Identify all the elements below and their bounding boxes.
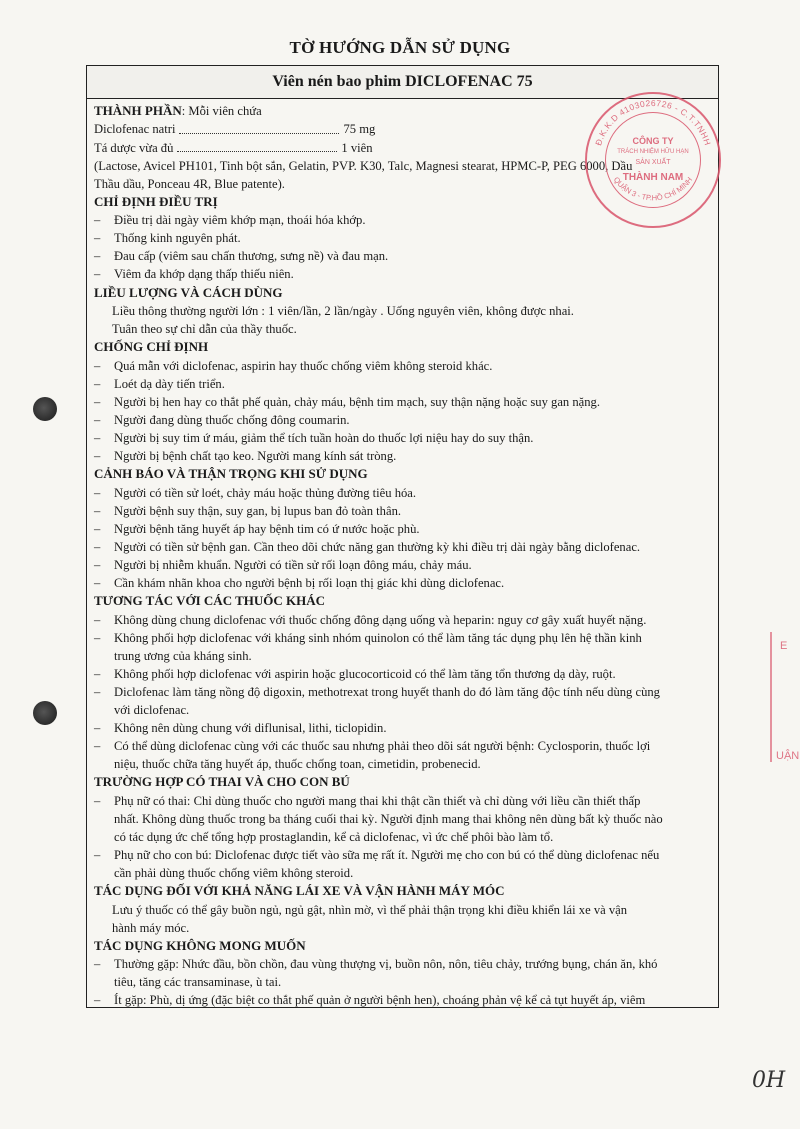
bullet-dash: – [94, 267, 101, 282]
bullet-dash: – [94, 630, 101, 645]
warning-item-text: Người có tiền sử loét, chảy máu hoặc thủng đường tiêu hóa. [114, 485, 417, 500]
text-line: tiêu, tăng các transaminase, ù tai. [114, 975, 282, 990]
bullet-dash: – [94, 394, 101, 409]
text-line: Không phối hợp diclofenac với kháng sinh nhóm quinolon có thể làm tăng tác dụng phụ lên hệ thần kinh [114, 630, 642, 645]
interaction-item [94, 611, 712, 629]
product-title: Viên nén bao phim DICLOFENAC 75 [87, 66, 718, 99]
contraindication-item-text: Người bị hen hay co thắt phế quản, chảy máu, bệnh tim mạch, suy thận nặng hoặc suy gan nặng. [114, 394, 600, 409]
warning-item-text: Người bệnh suy thận, suy gan, bị lupus ban đỏ toàn thân. [114, 503, 402, 518]
warning-item-text: Người bị nhiễm khuẩn. Người có tiền sử rối loạn đông máu, chảy máu. [114, 557, 472, 572]
warning-item-text: Người bệnh tăng huyết áp hay bệnh tim có ứ nước hoặc phù. [114, 521, 420, 536]
bullet-dash: – [94, 213, 101, 228]
contraindication-item [94, 447, 712, 465]
text-line: với diclofenac. [114, 702, 190, 717]
indication-item-text: Điều trị dài ngày viêm khớp mạn, thoái hóa khớp. [114, 213, 366, 228]
driving-text: Lưu ý thuốc có thể gây buồn ngủ, ngủ gật, nhìn mờ, vì thế phải thận trọng khi điều khiển lái xe và vận [112, 902, 628, 917]
interaction-item [94, 629, 712, 665]
composition-item-name: Tá dược vừa đủ [94, 140, 174, 155]
dot-leader [179, 133, 339, 134]
indications-heading: CHỈ ĐỊNH ĐIỀU TRỊ [94, 193, 218, 209]
bullet-dash: – [94, 993, 101, 1008]
contraindication-item [94, 411, 712, 429]
warning-item [94, 574, 712, 592]
interactions-heading: TƯƠNG TÁC VỚI CÁC THUỐC KHÁC [94, 593, 326, 609]
text-line: Phụ nữ cho con bú: Diclofenac được tiết vào sữa mẹ rất ít. Người mẹ cho con bú có thể dùng diclofenac nếu [114, 848, 660, 863]
indication-item [94, 247, 712, 265]
stamp-line: TRÁCH NHIỆM HỮU HẠN [617, 149, 689, 155]
bullet-dash: – [94, 358, 101, 373]
indication-item-text: Viêm đa khớp dạng thấp thiếu niên. [114, 267, 294, 282]
composition-item-amount: 75 mg [343, 122, 376, 137]
dosage-text: Liều thông thường người lớn : 1 viên/lần, 2 lần/ngày . Uống nguyên viên, không được nhai. [112, 303, 574, 318]
contraindications-list [94, 357, 712, 466]
interaction-item [94, 665, 712, 683]
dosage-heading: LIỀU LƯỢNG VÀ CÁCH DÙNG [94, 284, 283, 300]
interaction-item-text [114, 683, 712, 719]
interaction-item [94, 719, 712, 737]
bullet-dash: – [94, 249, 101, 264]
side-effect-item-text [114, 991, 712, 1008]
pregnancy-item-text [114, 846, 712, 882]
bullet-dash: – [94, 430, 101, 445]
contraindication-item-text: Quá mẫn với diclofenac, aspirin hay thuốc chống viêm không steroid khác. [114, 358, 493, 373]
warnings-list [94, 484, 712, 593]
svg-text:Đ.K.K.D 4103026726 - C.T.TNHH: Đ.K.K.D 4103026726 - C.T.TNHH [593, 97, 713, 147]
bullet-dash: – [94, 739, 101, 754]
text-line: Thường gặp: Nhức đầu, bồn chồn, đau vùng thượng vị, buồn nôn, nôn, tiêu chảy, trướng bụng, chán ăn, khó [114, 957, 658, 972]
bullet-dash: – [94, 557, 101, 572]
leaflet-content [87, 99, 718, 1008]
warning-item [94, 538, 712, 556]
stamp-line: CÔNG TY [632, 136, 674, 146]
interactions-list [94, 611, 712, 774]
interaction-item [94, 737, 712, 773]
side-effects-list [94, 955, 712, 1008]
company-stamp [585, 92, 721, 228]
dosage-text: Tuân theo sự chỉ dẫn của thầy thuốc. [112, 322, 297, 337]
bullet-dash: – [94, 231, 101, 246]
driving-heading: TÁC DỤNG ĐỐI VỚI KHẢ NĂNG LÁI XE VÀ VẬN HÀNH MÁY MÓC [94, 883, 505, 899]
composition-item-name: Diclofenac natri [94, 122, 176, 137]
warnings-heading: CẢNH BÁO VÀ THẬN TRỌNG KHI SỬ DỤNG [94, 466, 368, 482]
text-line: niệu, thuốc chữa tăng huyết áp, thuốc chống toan, cimetidin, probenecid. [114, 757, 481, 772]
pregnancy-heading: TRƯỜNG HỢP CÓ THAI VÀ CHO CON BÚ [94, 774, 350, 790]
partial-side-stamp [770, 632, 800, 762]
text-line: Có thể dùng diclofenac cùng với các thuốc sau nhưng phải theo dõi sát người bệnh: Cyclosporin, thuốc lợi [114, 739, 651, 754]
text-line: Phụ nữ có thai: Chỉ dùng thuốc cho người mang thai khi thật cần thiết và chỉ dùng với liều cần thiết thấp [114, 793, 641, 808]
side-effects-heading: TÁC DỤNG KHÔNG MONG MUỐN [94, 937, 306, 953]
warning-item [94, 520, 712, 538]
bullet-dash: – [94, 412, 101, 427]
bullet-dash: – [94, 485, 101, 500]
indication-item [94, 229, 712, 247]
side-effect-item [94, 991, 712, 1008]
warning-item-text: Người có tiền sử bệnh gan. Cần theo dõi chức năng gan thường kỳ khi điều trị dài ngày bằng diclofenac. [114, 539, 641, 554]
pregnancy-item [94, 792, 712, 846]
warning-item-text: Cần khám nhãn khoa cho người bệnh bị rối loạn thị giác khi dùng diclofenac. [114, 576, 505, 590]
interaction-item [94, 683, 712, 719]
bullet-dash: – [94, 721, 101, 736]
text-line: Không dùng chung diclofenac với thuốc chống đông dạng uống và heparin: nguy cơ gây xuất huyết nặng. [114, 612, 647, 627]
composition-heading: THÀNH PHẦN [94, 103, 182, 118]
bullet-dash: – [94, 666, 101, 681]
contraindication-item-text: Người đang dùng thuốc chống đông coumarin. [114, 412, 350, 427]
side-effect-item [94, 955, 712, 991]
bullet-dash: – [94, 957, 101, 972]
contraindications-heading: CHỐNG CHỈ ĐỊNH [94, 339, 209, 355]
bullet-dash: – [94, 612, 101, 627]
punch-hole [33, 397, 57, 421]
bullet-dash: – [94, 576, 101, 590]
indication-item [94, 265, 712, 283]
excipients-text: Thầu dầu, Ponceau 4R, Blue patente). [94, 176, 285, 191]
excipients-text: (Lactose, Avicel PH101, Tinh bột sắn, Gelatin, PVP. K30, Talc, Magnesi stearat, HPMC-P, PEG 6000, Dầu [94, 158, 633, 173]
composition-item-amount: 1 viên [341, 140, 373, 155]
interaction-item-text [114, 665, 712, 683]
driving-text: hành máy móc. [112, 920, 190, 935]
warning-item [94, 502, 712, 520]
punch-hole [33, 701, 57, 725]
bullet-dash: – [94, 539, 101, 554]
bullet-dash: – [94, 376, 101, 391]
warning-item [94, 556, 712, 574]
contraindication-item-text: Loét dạ dày tiến triển. [114, 376, 225, 391]
pregnancy-list [94, 792, 712, 882]
handwritten-signature: 0H [752, 1068, 786, 1093]
side-effect-item-text [114, 955, 712, 991]
side-stamp-text: UẬN [776, 750, 800, 762]
text-line: Không phối hợp diclofenac với aspirin hoặc glucocorticoid có thể làm tăng tổn thương dạ dày, ruột. [114, 666, 616, 681]
svg-text:QUẬN 3 - TP.HỒ CHÍ MINH: QUẬN 3 - TP.HỒ CHÍ MINH [611, 175, 695, 203]
dot-leader [177, 151, 337, 152]
warning-item [94, 484, 712, 502]
contraindication-item [94, 429, 712, 447]
bullet-dash: – [94, 793, 101, 808]
contraindication-item [94, 393, 712, 411]
text-line: có tác dụng ức chế tổng hợp prostaglandin, kể cả diclofenac, vì ức chế phôi bào làm tổ. [114, 829, 554, 844]
indication-item-text: Đau cấp (viêm sau chấn thương, sưng nề) và đau mạn. [114, 249, 389, 264]
bullet-dash: – [94, 848, 101, 863]
bullet-dash: – [94, 449, 101, 464]
stamp-line: THÀNH NAM [622, 172, 684, 183]
interaction-item-text [114, 629, 712, 665]
composition-heading-suffix: : Mỗi viên chứa [181, 104, 262, 118]
text-line: Ít gặp: Phù, dị ứng (đặc biệt co thắt phế quản ở người bệnh hen), choáng phản vệ kể cả tụt huyết áp, viêm [114, 993, 646, 1008]
document-title: TỜ HƯỚNG DẪN SỬ DỤNG [289, 38, 511, 57]
contraindication-item-text: Người bị suy tim ứ máu, giảm thể tích tuần hoàn do thuốc lợi niệu hay do suy thận. [114, 430, 534, 445]
pregnancy-item [94, 846, 712, 882]
interaction-item-text [114, 737, 712, 773]
text-line: cần phải dùng thuốc chống viêm không steroid. [114, 866, 354, 881]
contraindication-item [94, 357, 712, 375]
text-line: Diclofenac làm tăng nồng độ digoxin, methotrexat trong huyết thanh do đó làm tăng độc tính nếu dùng cùng [114, 684, 660, 699]
contraindication-item-text: Người bị bệnh chất tạo keo. Người mang kính sát tròng. [114, 449, 397, 464]
text-line: Không nên dùng chung với diflunisal, lithi, ticlopidin. [114, 721, 387, 736]
contraindication-item [94, 375, 712, 393]
text-line: trung ương của kháng sinh. [114, 648, 252, 663]
interaction-item-text [114, 611, 712, 629]
stamp-line: SẢN XUẤT [635, 159, 671, 166]
pregnancy-item-text [114, 792, 712, 846]
bullet-dash: – [94, 503, 101, 518]
side-stamp-text: E [780, 640, 788, 652]
indication-item-text: Thống kinh nguyên phát. [114, 231, 241, 246]
bullet-dash: – [94, 521, 101, 536]
text-line: nhất. Không dùng thuốc trong ba tháng cuối thai kỳ. Người định mang thai không nên dùng bất kỳ thuốc nào [114, 811, 663, 826]
bullet-dash: – [94, 684, 101, 699]
interaction-item-text [114, 719, 712, 737]
